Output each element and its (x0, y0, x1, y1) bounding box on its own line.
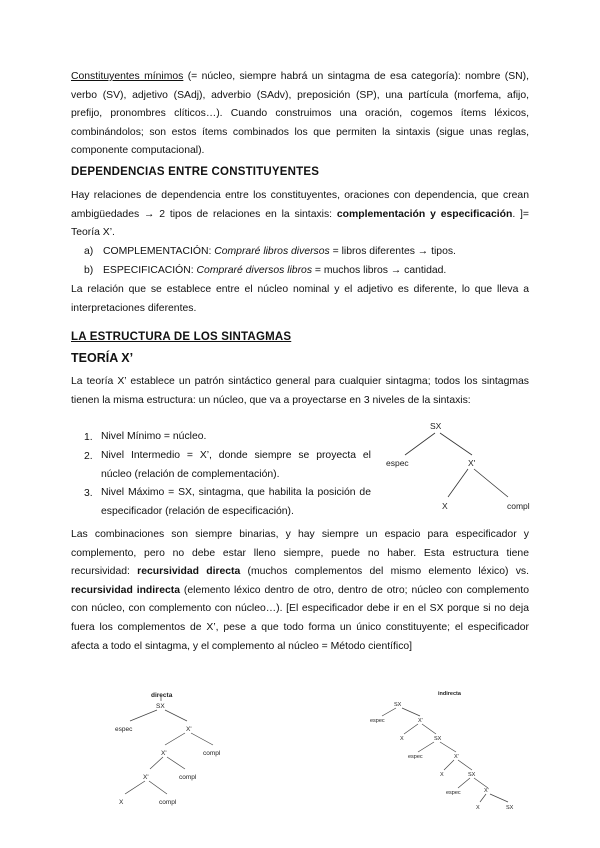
list-label: ESPECIFICACIÓN: (103, 265, 197, 276)
paragraph-text: (elemento léxico dentro de otro, dentro de otro; núcleo con complemento con núcleo, con complemento con núcleo…). [El especificador debe ir en el SX porque si no deja fuera los complementos de X’, pese a que todo forma un único constituyente; el especificador afecta a todo el sintagma, y el complemento al núcleo = Método científico] (71, 584, 529, 652)
tree-indirecta-title: indirecta (438, 691, 461, 697)
list-item-a (84, 243, 456, 262)
heading-teoria: TEORÍA X’ (71, 351, 134, 365)
level-number: 2. (84, 451, 93, 462)
tree-node-x: X (440, 772, 444, 778)
tree-node-compl: compl (507, 501, 530, 511)
paragraph-tail: . ]= Teoría X’. (71, 208, 529, 239)
tree-node-sx: SX (468, 772, 476, 778)
tree-node-espec: espec (408, 754, 423, 760)
tree-node-espec: espec (370, 718, 385, 724)
tree-node-xbar: X' (186, 726, 192, 733)
level-number: 1. (84, 432, 93, 443)
tree-node-sx: SX (434, 736, 442, 742)
heading-estructura: LA ESTRUCTURA DE LOS SINTAGMAS (71, 331, 292, 343)
heading-dependencias: DEPENDENCIAS ENTRE CONSTITUYENTES (71, 166, 320, 178)
tree-node-x: X (442, 501, 448, 511)
tree-node-compl: compl (159, 799, 177, 806)
tree-node-sx: SX (430, 421, 442, 431)
tree-node-xbar: X' (468, 458, 476, 468)
list-rest: = muchos libros → cantidad. (312, 265, 447, 276)
tree-node-compl: compl (179, 774, 197, 781)
list-example: Compraré diversos libros (196, 265, 313, 276)
level-text: Nivel Intermedio = X’, donde siempre se proyecta el núcleo (relación de complementación). (101, 450, 371, 480)
tree-node-sx: SX (506, 805, 514, 811)
tree-node-espec: espec (446, 790, 461, 796)
paragraph-recursividad (71, 526, 529, 656)
tree-node-x: X (400, 736, 404, 742)
paragraph-text: Hay relaciones de dependencia entre los constituyentes, oraciones con dependencia, que crean ambigüedades → 2 tipos de relaciones en la sintaxis: (71, 190, 529, 220)
level-text: Nivel Mínimo = núcleo. (101, 431, 207, 442)
level-text: Nivel Máximo = SX, sintagma, que habilita la posición de especificador (relación de especificación). (101, 487, 371, 517)
list-rest: = libros diferentes → tipos. (329, 246, 456, 257)
tree-node-xbar: X' (418, 718, 423, 724)
level-number: 3. (84, 488, 93, 499)
paragraph-text: (muchos complementos del mismo elemento léxico) vs. (240, 566, 529, 578)
tree-node-xbar: X' (484, 788, 489, 794)
tree-directa-title: directa (151, 692, 173, 699)
x-bar-tree-diagram (370, 415, 540, 520)
tree-node-compl: compl (203, 750, 221, 757)
tree-node-x: X (476, 805, 480, 811)
tree-node-sx: SX (156, 703, 165, 710)
term-constituyentes-minimos: Constituyentes mínimos (71, 71, 184, 82)
tree-indirecta-diagram (360, 686, 530, 816)
tree-node-xbar: X' (161, 750, 167, 757)
paragraph-dependencias (71, 187, 529, 243)
tree-node-espec: espec (386, 458, 409, 468)
tree-node-espec: espec (115, 726, 133, 733)
paragraph-relacion: La relación que se establece entre el núcleo nominal y el adjetivo es diferente, lo que lleva a interpretaciones diferentes. (71, 284, 529, 314)
tree-node-xbar: X' (454, 754, 459, 760)
tree-node-x: X (119, 799, 124, 806)
bold-term: recursividad directa (137, 566, 241, 578)
paragraph-teoria: La teoría X’ establece un patrón sintáctico general para cualquier sintagma; todos los sintagmas tienen la misma estructura: un núcleo, que va a proyectarse en 3 niveles de la sintaxis: (71, 376, 529, 406)
paragraph-text: (= núcleo, siempre habrá un sintagma de esa categoría): nombre (SN), verbo (SV), adjetivo (SAdj), adverbio (SAdv), preposición (SP), una partícula (morfema, afijo, prefijo, pronombres clíticos…). Cuando construimos una oración, cogemos ítems léxicos, combinándolos; son estos ítems combinados los que permiten la sintaxis (sigue unas reglas, componente computacional). (71, 71, 529, 157)
list-marker: a) (84, 246, 94, 257)
list-marker: b) (84, 265, 94, 276)
paragraph-constituyentes (71, 68, 529, 161)
bold-term: recursividad indirecta (71, 584, 180, 596)
tree-node-xbar: X' (143, 774, 149, 781)
paragraph-text: Las combinaciones son siempre binarias, y hay siempre un espacio para especificador y complemento, pero no debe estar lleno siempre, puede no haber. Esta estructura tiene recursividad: (71, 529, 529, 578)
tree-directa-diagram (95, 688, 245, 818)
tree-node-sx: SX (394, 702, 402, 708)
list-label: COMPLEMENTACIÓN: (103, 246, 215, 257)
bold-term: complementación y especificación (336, 208, 513, 220)
list-example: Compraré libros diversos (214, 246, 330, 257)
list-item-b (84, 262, 447, 281)
